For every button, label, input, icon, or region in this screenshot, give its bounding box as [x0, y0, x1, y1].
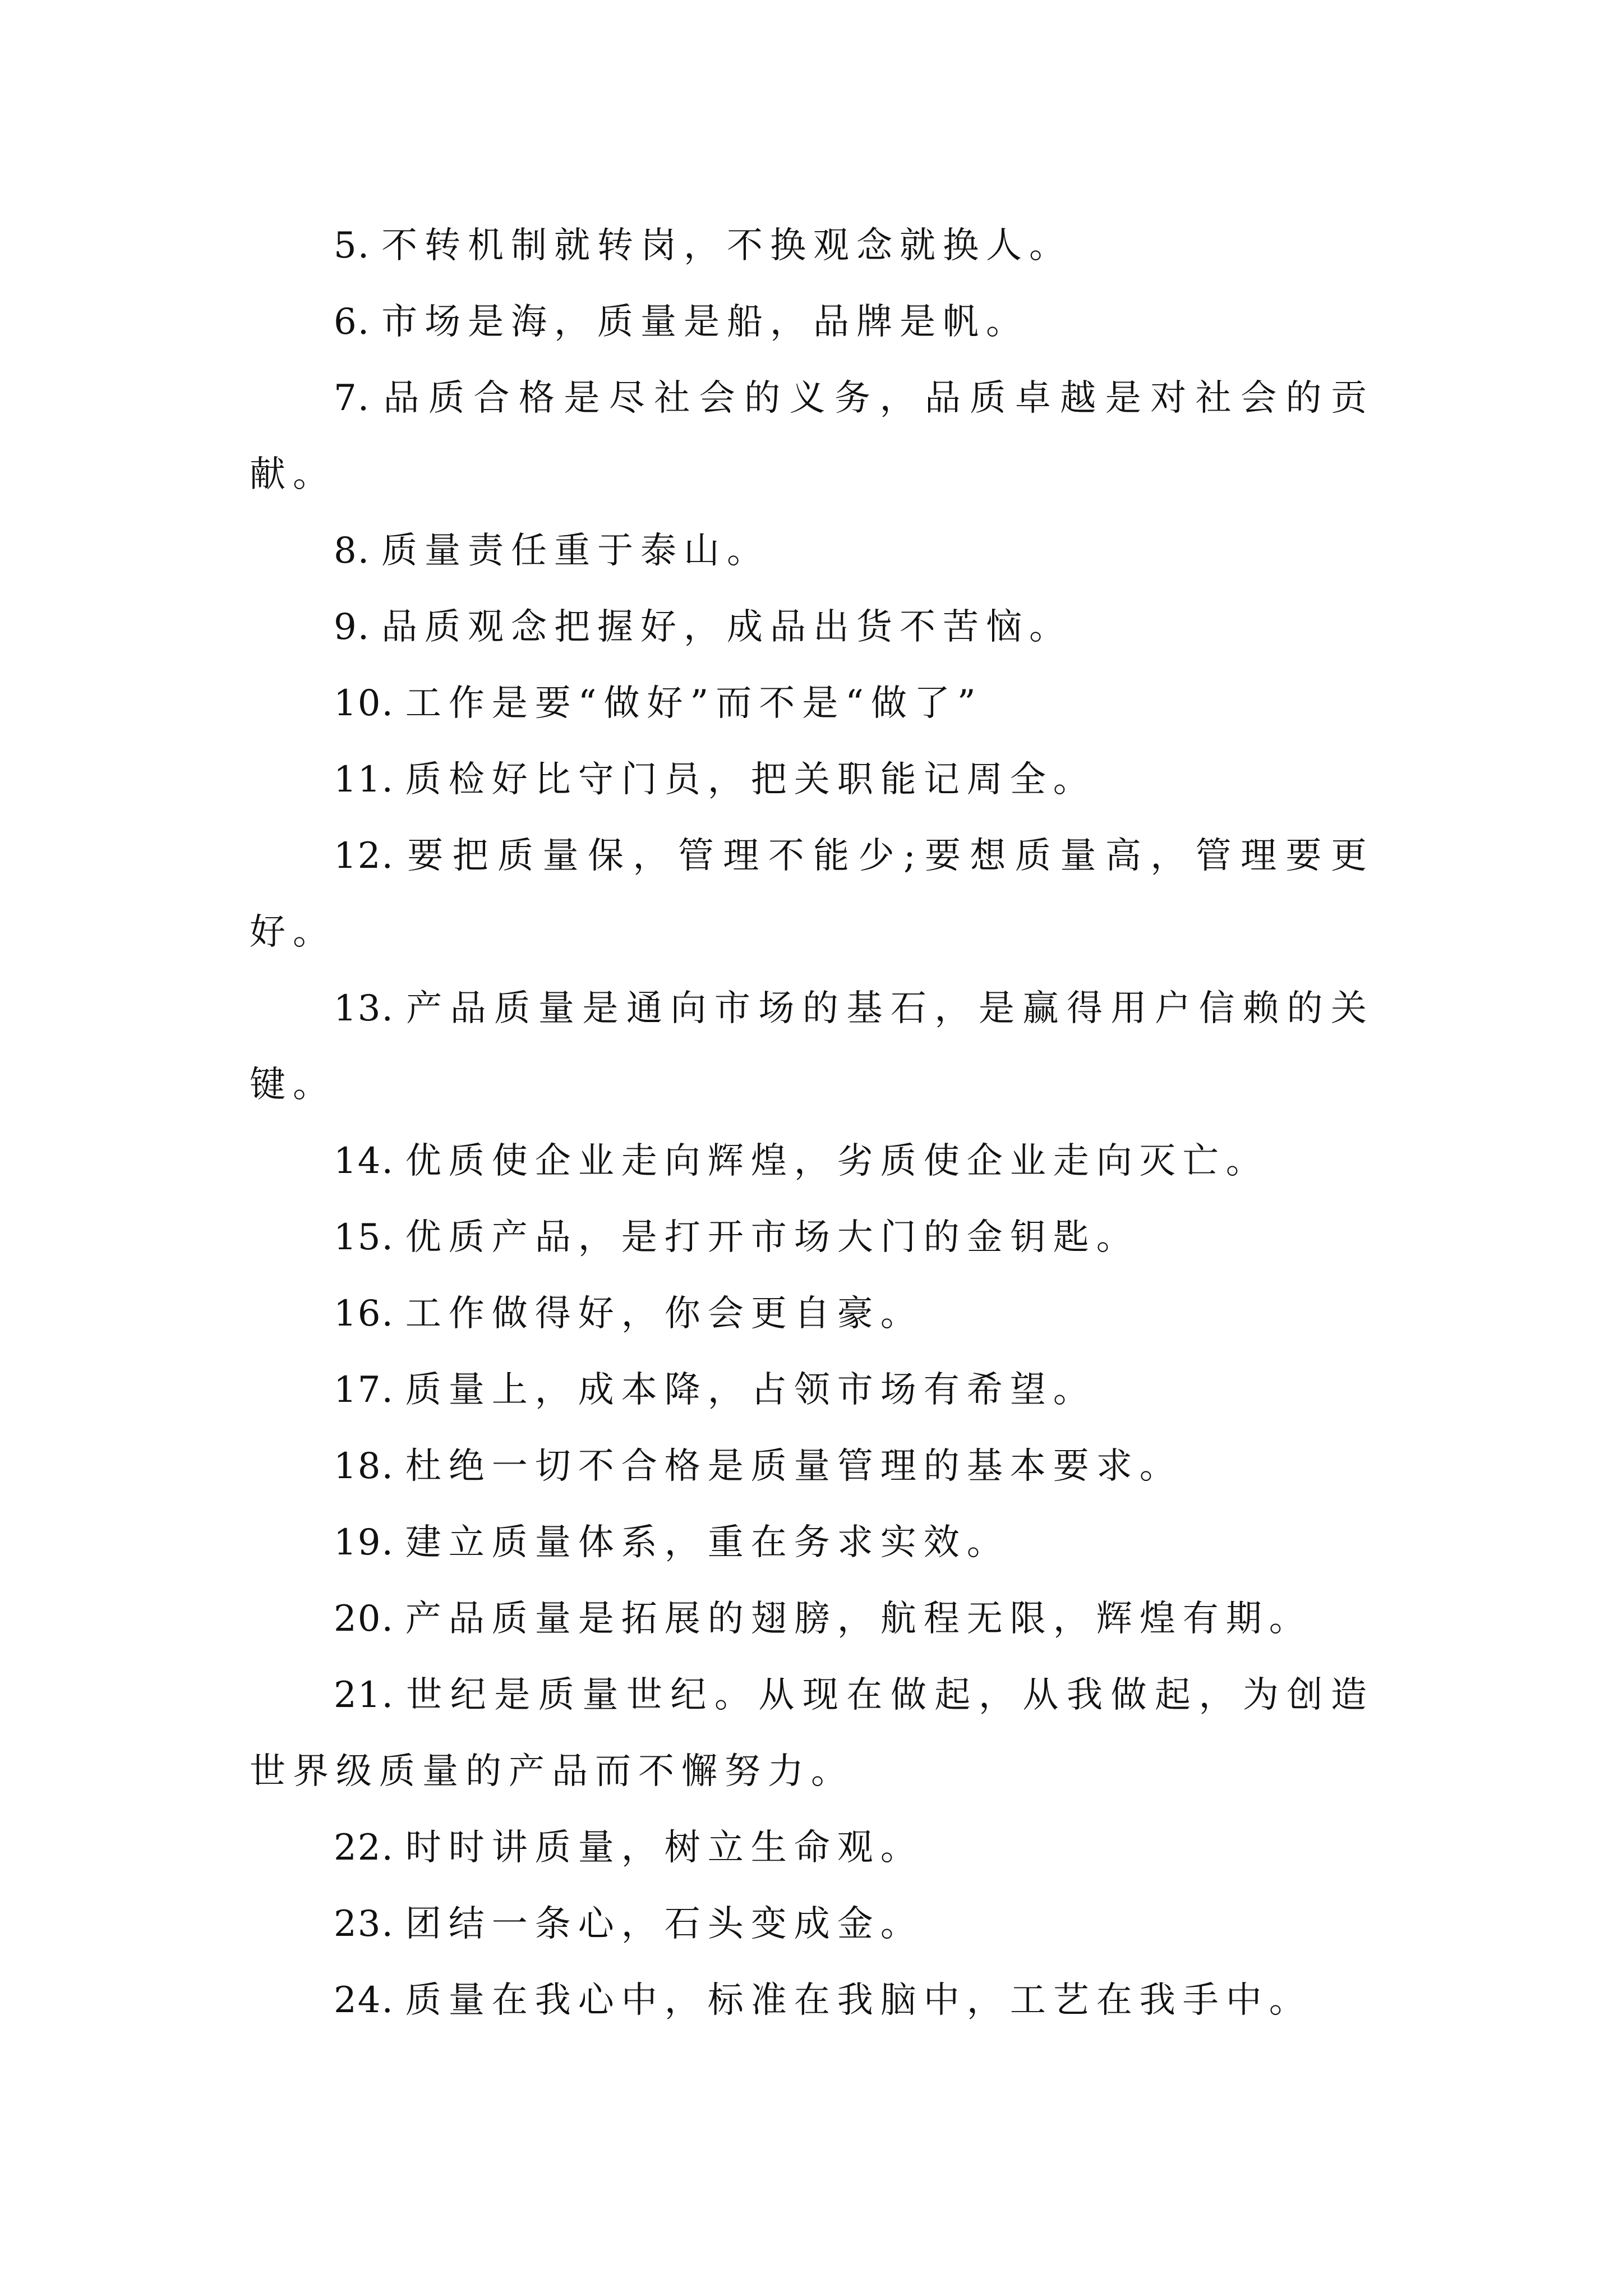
list-item [250, 1810, 1374, 1886]
item-text: 产品质量是通向市场的基石，是赢得用户信赖的关键。 [250, 988, 1374, 1106]
item-text: 品质合格是尽社会的义务，品质卓越是对社会的贡献。 [250, 378, 1374, 495]
item-number: 9. [334, 606, 371, 648]
list-item [250, 1962, 1374, 2039]
item-number: 13. [334, 988, 394, 1029]
list-item [250, 1657, 1374, 1810]
item-text: 建立质量体系，重在务求实效。 [405, 1522, 1010, 1563]
item-text: 要把质量保，管理不能少;要想质量高，管理要更好。 [250, 835, 1374, 953]
list-item [250, 1199, 1374, 1276]
item-number: 11. [334, 759, 394, 800]
item-number: 10. [334, 683, 394, 724]
list-item [250, 742, 1374, 818]
item-text: 产品质量是拓展的翅膀，航程无限，辉煌有期。 [405, 1598, 1312, 1640]
item-number: 12. [334, 835, 394, 877]
item-text: 时时讲质量，树立生命观。 [405, 1827, 924, 1869]
item-text: 优质产品，是打开市场大门的金钥匙。 [405, 1217, 1140, 1258]
list-item [250, 1886, 1374, 1962]
item-text: 工作是要“做好”而不是“做了” [405, 683, 983, 724]
list-item [250, 360, 1374, 513]
list-item [250, 208, 1374, 284]
list-item [250, 513, 1374, 589]
item-number: 15. [334, 1217, 394, 1258]
list-item [250, 589, 1374, 665]
item-number: 23. [334, 1903, 394, 1945]
item-number: 20. [334, 1598, 394, 1640]
item-text: 质量责任重于泰山。 [381, 530, 771, 572]
item-number: 5. [334, 225, 371, 266]
list-item [250, 1581, 1374, 1657]
list-item [250, 1504, 1374, 1581]
item-number: 8. [334, 530, 371, 572]
item-text: 品质观念把握好，成品出货不苦恼。 [381, 606, 1073, 648]
list-item [250, 970, 1374, 1123]
item-text: 工作做得好，你会更自豪。 [405, 1293, 924, 1335]
list-item [250, 284, 1374, 360]
list-item [250, 1123, 1374, 1199]
slogan-list [250, 208, 1374, 2039]
list-item [250, 1352, 1374, 1428]
item-text: 质量上，成本降，占领市场有希望。 [405, 1369, 1096, 1411]
item-text: 市场是海，质量是船，品牌是帆。 [381, 301, 1030, 343]
item-number: 24. [334, 1980, 394, 2021]
item-text: 质量在我心中，标准在我脑中，工艺在我手中。 [405, 1980, 1312, 2021]
item-text: 杜绝一切不合格是质量管理的基本要求。 [405, 1446, 1183, 1487]
item-text: 世纪是质量世纪。从现在做起，从我做起，为创造世界级质量的产品而不懈努力。 [250, 1674, 1374, 1792]
item-number: 6. [334, 301, 371, 343]
list-item [250, 1276, 1374, 1352]
item-text: 团结一条心，石头变成金。 [405, 1903, 924, 1945]
item-number: 19. [334, 1522, 394, 1563]
item-number: 18. [334, 1446, 394, 1487]
item-number: 21. [334, 1674, 394, 1716]
item-text: 不转机制就转岗，不换观念就换人。 [381, 225, 1073, 266]
list-item [250, 818, 1374, 970]
item-text: 质检好比守门员，把关职能记周全。 [405, 759, 1096, 800]
item-number: 22. [334, 1827, 394, 1869]
item-number: 17. [334, 1369, 394, 1411]
list-item [250, 1428, 1374, 1504]
item-number: 7. [334, 378, 371, 419]
list-item [250, 665, 1374, 742]
item-number: 14. [334, 1140, 394, 1182]
item-text: 优质使企业走向辉煌，劣质使企业走向灭亡。 [405, 1140, 1269, 1182]
item-number: 16. [334, 1293, 394, 1335]
